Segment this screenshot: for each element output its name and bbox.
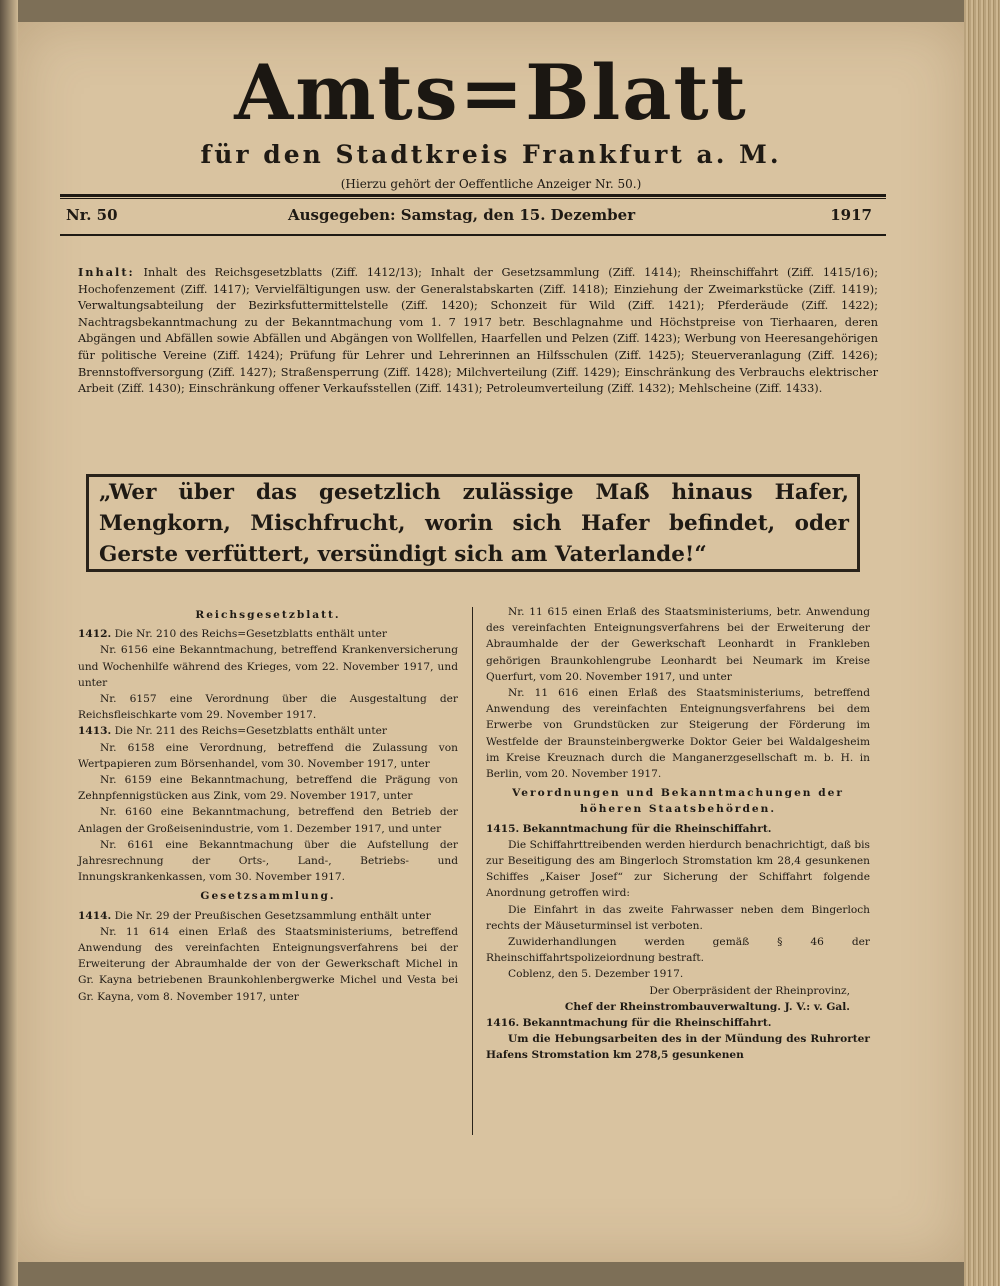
section-title: Verordnungen und Bekanntmachungen der höheren Staatsbehörden. [512,787,844,816]
item-number: 1416. [486,1017,520,1030]
signature-line: Chef der Rheinstrombauverwaltung. J. V.: v. Gal. [564,1000,850,1013]
paragraph [78,723,458,739]
paragraph: Nr. 6158 eine Verordnung, betreffend die Zulassung von Wertpapieren zum Börsenhandel, vom 30. November 1917, unter [78,741,458,770]
divider [60,234,886,236]
item-number: 1414. [78,909,112,922]
item-text: Die Nr. 29 der Preußischen Gesetzsammlung enthält unter [114,909,431,922]
item-number: 1413. [78,725,112,738]
item-text: Die Nr. 210 des Reichs=Gesetzblatts enthält unter [114,628,387,641]
divider [60,194,886,197]
book-spine-left [0,0,18,1286]
item-text: Die Nr. 211 des Reichs=Gesetzblatts enthält unter [114,725,387,738]
paragraph: Nr. 6156 eine Bekanntmachung, betreffend Krankenversicherung und Wochenhilfe während des Krieges, vom 22. November 1917, und unter [78,644,458,689]
paragraph: Die Einfahrt in das zweite Fahrwasser neben dem Bingerloch rechts der Mäuseturminsel ist verboten. [486,903,870,932]
paragraph: Nr. 6159 eine Bekanntmachung, betreffend die Prägung von Zehnpfennigstücken aus Zink, vom 29. November 1917, unter [78,774,458,803]
paragraph [486,821,870,837]
contents-lead: Inhalt: [78,265,135,279]
issue-number: Nr. 50 [66,206,118,224]
paragraph [78,626,458,642]
newspaper-page [18,22,964,1262]
item-number: 1412. [78,628,112,641]
paragraph: Nr. 6157 eine Verordnung über die Ausgestaltung der Reichsfleischkarte vom 29. November 1917. [78,693,458,722]
issue-date: Ausgegeben: Samstag, den 15. Dezember [288,206,636,224]
page-title: Amts=Blatt [234,48,748,137]
section-title: Gesetzsammlung. [200,890,336,903]
masthead [18,50,964,191]
section-title: Reichsgesetzblatt. [195,609,341,621]
table-of-contents [78,264,878,398]
proclamation-text: „Wer über das gesetzlich zulässige Maß hinaus Hafer, Mengkorn, Mischfrucht, worin sich Hafer befindet, oder Gerste verfüttert, versündigt sich am Vaterlande!“ [99,480,849,567]
book-page-edges [964,0,1000,1286]
proclamation-box [86,474,860,572]
column-divider [472,607,473,1135]
paragraph: Nr. 11 614 einen Erlaß des Staatsministeriums, betreffend Anwendung des vereinfachten Enteignungsverfahrens bei der Erweiterung der Abraumhalde der von der Gewerkschaft Michel in Gr. Kayna betriebenen Braunkohlenbergwerke Michel und Vesta bei Gr. Kayna, vom 8. November 1917, unter [78,925,458,1003]
paragraph: Um die Hebungsarbeiten des in der Mündung des Ruhrorter Hafens Stromstation km 278,5 gesunkenen [486,1033,870,1062]
issue-year: 1917 [830,206,872,224]
item-heading: Bekanntmachung für die Rheinschiffahrt. [522,822,772,835]
paragraph: Coblenz, den 5. Dezember 1917. [508,968,684,981]
divider [60,198,886,199]
page-subtitle: für den Stadtkreis Frankfurt a. M. [200,140,782,169]
paragraph: Die Schiffahrttreibenden werden hierdurch benachrichtigt, daß bis zur Beseitigung des am Bingerloch Stromstation km 28,4 gesunkenen Schiffes „Kaiser Josef“ zur Sicherung der Schiffahrt folgende Anordnung getroffen wird: [486,838,870,900]
item-heading: Bekanntmachung für die Rheinschiffahrt. [522,1017,772,1030]
paragraph: Nr. 6160 eine Bekanntmachung, betreffend den Betrieb der Anlagen der Großeisenindustrie, vom 1. Dezember 1917, und unter [78,806,458,835]
paragraph: Zuwiderhandlungen werden gemäß § 46 der Rheinschiffahrtspolizeiordnung bestraft. [486,936,870,965]
right-column [486,604,870,1064]
issue-info-row [66,202,872,232]
left-column [78,604,458,1005]
item-number: 1415. [486,822,520,835]
supplement-note: (Hierzu gehört der Oeffentliche Anzeiger Nr. 50.) [340,177,642,191]
paragraph: Nr. 6161 eine Bekanntmachung über die Aufstellung der Jahresrechnung der Orts-, Land-, Betriebs- und Innungskrankenkassen, vom 30. November 1917. [78,838,458,884]
signature-line: Der Oberpräsident der Rheinprovinz, [649,984,850,997]
paragraph: Nr. 11 615 einen Erlaß des Staatsministeriums, betr. Anwendung des vereinfachten Enteignungsverfahrens bei der Erweiterung der Abraumhalde der der Gewerkschaft Leonhardt in Frankleben gehörigen Braunkohlengrube Leonhardt bei Neumark im Kreise Querfurt, vom 20. November 1917, und unter [486,606,870,683]
contents-text: Inhalt des Reichsgesetzblatts (Ziff. 1412/13); Inhalt der Gesetzsammlung (Ziff. 1414); Rheinschiffahrt (Ziff. 1415/16); Hochofenzement (Ziff. 1417); Vervielfältigungen usw. der Generalstabskarten (Ziff. 1418); Einziehung der Zweimarkstücke (Ziff. 1419); Verwaltungsabteilung der Bezirksfuttermittelstelle (Ziff. 1420); Schonzeit für Wild (Ziff. 1421); Pferderäude (Ziff. 1422); Nachtragsbekanntmachung zu der Bekanntmachung vom 1. 7 1917 betr. Beschlagnahme und Höchstpreise von Tierhaaren, deren Abgängen und Abfällen sowie Abfällen und Abgängen von Wollfellen, Haarfellen und Pelzen (Ziff. 1423); Werbung von Heeresangehörigen für politische Vereine (Ziff. 1424); Prüfung für Lehrer und Lehrerinnen an Hilfsschulen (Ziff. 1425); Steuerveranlagung (Ziff. 1426); Brennstoffversorgung (Ziff. 1427); Straßensperrung (Ziff. 1428); Milchverteilung (Ziff. 1429); Einschränkung des Verbrauchs elektrischer Arbeit (Ziff. 1430); Einschränkung offener Verkaufsstellen (Ziff. 1431); Petroleumverteilung (Ziff. 1432); Mehlscheine (Ziff. 1433). [78,266,878,396]
paragraph [78,908,458,924]
paragraph: Nr. 11 616 einen Erlaß des Staatsministeriums, betreffend Anwendung des vereinfachten Enteignungsverfahrens bei dem Erwerbe von Grundstücken zur Steigerung der Förderung im Westfelde der Braunsteinbergwerke Doktor Geier bei Waldalgesheim im Kreise Kreuznach durch die Manganerzgesellschaft m. b. H. in Berlin, vom 20. November 1917. [486,687,870,781]
paragraph [486,1015,870,1031]
